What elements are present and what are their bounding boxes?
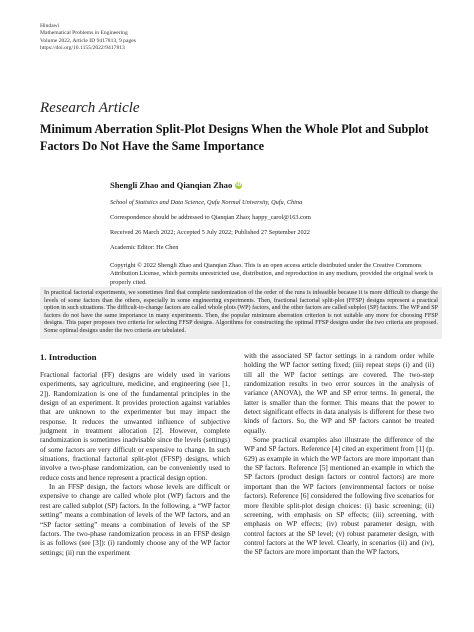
author-names: Shengli Zhao and Qianqian Zhao: [110, 180, 233, 190]
doi-link[interactable]: https://doi.org/10.1155/2022/9417813: [40, 45, 125, 52]
correspondence: Correspondence should be addressed to Qianqian Zhao; happy_carol@163.com: [110, 214, 311, 221]
section-heading: 1. Introduction: [40, 352, 97, 362]
publication-dates: Received 26 March 2022; Accepted 5 July 2022; Published 27 September 2022: [110, 229, 310, 236]
left-column: [40, 352, 230, 558]
copyright-notice: Copyright © 2022 Shengli Zhao and Qianqian Zhao. This is an open access article distributed under the Creative Commons Attribution License, which permits unrestricted use, distribution, and reproduction in any medium, provided the original work is properly cited.: [110, 262, 434, 286]
journal-name: Mathematical Problems in Engineering: [40, 30, 128, 37]
paper-title: Minimum Aberration Split-Plot Designs When the Whole Plot and Subplot Factors Do Not Have the Same Importance: [40, 122, 429, 153]
author-line: [110, 180, 242, 190]
academic-editor: Academic Editor: He Chen: [110, 244, 179, 251]
abstract-box: In practical factorial experiments, we sometimes find that complete randomization of the order of the runs is infeasible because it is more difficult to change the levels of some factors than the others, especially in some engineering experiments. Then, fractional factorial split-plot (FFSP) designs represent a practical option in such situations. The difficult-to-change factors are called whole plots (WP) factors, and the other factors are called subplot (SP) factors. The WP and SP factors do not have the same importance in many experiments. Then, the popular minimum aberration criterion is not suitable any more for choosing FFSP designs. This paper proposes two criteria for selecting FFSP designs. Algorithms for constructing the optimal FFSP designs under the two criteria are proposed. Some optimal designs under the two criteria are tabulated.: [40, 287, 442, 339]
paragraph: with the associated SP factor settings in a random order while holding the WP factor setting fixed; (iii) repeat steps (i) and (ii) till all the WP factor settings are covered. The two-step randomization results in two error sources in the analysis of variance (ANOVA), the WP and SP error terms. In general, the latter is smaller than the former. This means that the power to detect significant effects in data analysis is different for these two kinds of factors. So, the WP and SP factors cannot be treated equally.: [244, 352, 434, 435]
affiliation: School of Statistics and Data Science, Qufu Normal University, Qufu, China: [110, 199, 303, 206]
publisher-name: Hindawi: [40, 23, 60, 29]
volume-line: Volume 2022, Article ID 9417813, 9 pages: [40, 37, 136, 44]
paragraph: Fractional factorial (FF) designs are widely used in various experiments, say agriculture, medicine, and engineering (see [1, 2]). Randomization is one of the fundamental principles in the design of an experiment. It provides protection against variables that are unknown to the experimenter but may impact the response. It reduces the unwanted influence of subjective judgment in treatment allocation [2]. However, complete randomization is sometimes inadvisable since the levels (settings) of some factors are very difficult or expensive to change. In such situations, fractional factorial split-plot (FFSP) designs, which involve a two-phase randomization, can be conveniently used to reduce costs and hence represent a practical design option.: [40, 371, 230, 482]
paragraph: In an FFSP design, the factors whose levels are difficult or expensive to change are called whole plot (WP) factors and the rest are called subplot (SP) factors. In the following, a “WP factor setting” means a combination of levels of the WP factors, and an “SP factor setting” means a combination of levels of the SP factors. The two-phase randomization process in an FFSP design is as follows (see [3]): (i) randomly choose any of the WP factor settings; (ii) run the experiment: [40, 483, 230, 557]
article-type: Research Article: [40, 100, 140, 116]
journal-header: [40, 23, 136, 53]
paragraph: Some practical examples also illustrate the difference of the WP and SP factors. Reference [4] cited an experiment from [1] (p. 629) as example in which the WP factors are more important than the SP factors. Reference [5] mentioned an example in which the SP factors (product design factors or control factors) are more important than the WP factors (environmental factors or noise factors). Reference [6] considered the following five scenarios for more flexible split-plot design choices: (i) basic screening; (ii) screening, with emphasis on SP effects; (iii) screening, with emphasis on WP effects; (iv) robust parameter design, with control factors at the SP level; (v) robust parameter design, with control factors at the WP level. Clearly, in scenarios (ii) and (iv), the SP factors are more important than the WP factors,: [244, 436, 434, 557]
right-column: [244, 352, 434, 558]
orcid-icon[interactable]: iD: [236, 182, 242, 188]
